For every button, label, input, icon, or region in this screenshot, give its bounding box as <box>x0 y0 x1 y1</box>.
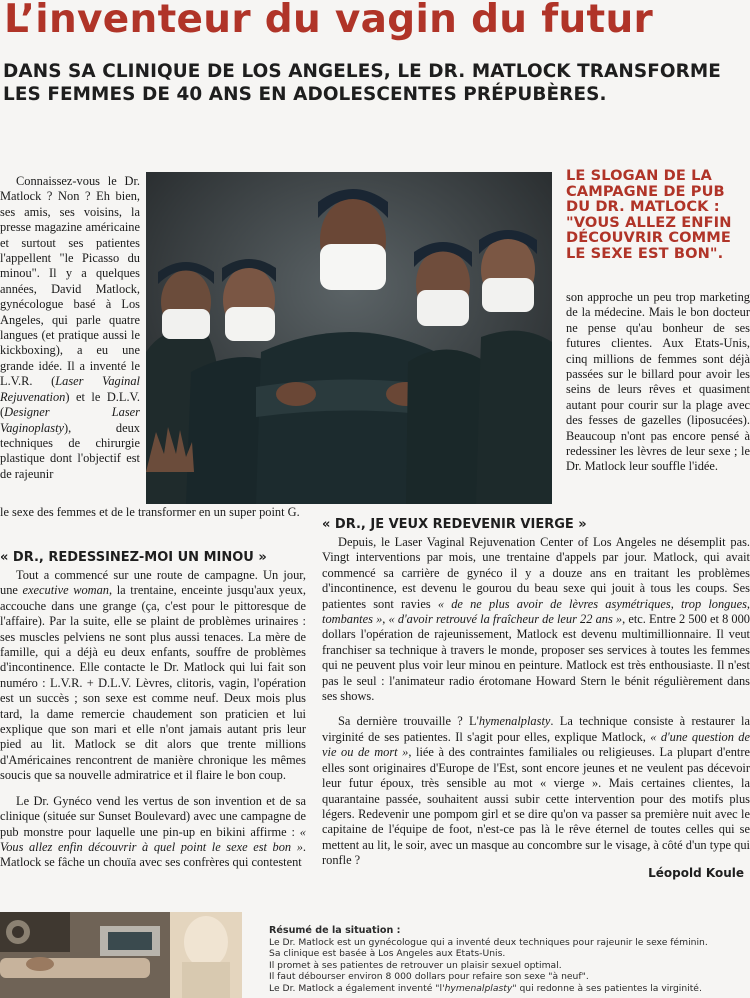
text-run-italic: « d'avoir retrouvé la fraîcheur de leur 22 ans » <box>388 612 623 627</box>
text-run: . Matlock se fâche un chouïa avec ses confrères qui contestent <box>0 839 306 870</box>
caption-line: DU DR. MATLOCK : <box>566 198 720 216</box>
text-run: Sa dernière trouvaille ? L' <box>338 714 479 729</box>
intro-column <box>0 174 140 482</box>
paragraph <box>322 714 750 868</box>
surgeons-illustration <box>146 172 552 504</box>
article-deck <box>3 60 747 106</box>
paragraph <box>322 535 750 704</box>
deck-line: DANS SA CLINIQUE DE LOS ANGELES, LE DR. MATLOCK TRANSFORME <box>3 61 721 82</box>
text-run: Le Dr. Matlock a également inventé "l' <box>269 982 445 994</box>
intro-text: ) et le D.L.V. ( <box>0 389 140 420</box>
text-run-italic: hymenalplasty <box>478 714 551 729</box>
text-run-italic: hymenalplasty <box>444 982 513 994</box>
text-run: Tout a commencé sur une route de campagne. Un jour, une <box>0 568 306 598</box>
text-run: " qui redonne à ses patientes la virginité. <box>512 982 702 994</box>
summary-line: Sa clinique est basée à Los Angeles aux Etats-Unis. <box>269 948 506 960</box>
text-run-italic: « d'une question de vie ou de mort » <box>322 729 750 760</box>
text-run-italic: « Vous allez enfin découvrir à quel point le sexe est bon » <box>0 824 306 854</box>
caption-line: LE SEXE EST BON". <box>566 244 724 262</box>
text-run: , <box>382 612 389 627</box>
intro-italic: Designer Laser Vaginoplasty <box>0 405 140 435</box>
summary-line: Le Dr. Matlock est un gynécologue qui a inventé deux techniques pour rajeunir le sexe féminin. <box>269 936 708 948</box>
text-run: , etc. Entre 2 500 et 8 000 dollars l'opération de rajeunissement, Matlock est devenu multimillionnaire. Il veut franchiser sa technique à travers le monde, proposer ses services à toutes les femmes qui ne peuvent plus voir leur minou en peinture. Matlock est très enthousiaste. Il n'est pas le seul : l'animateur radio érotomane Howard Stern le bénit régulièrement dans ses shows. <box>322 612 750 704</box>
deck-line: LES FEMMES DE 40 ANS EN ADOLESCENTES PRÉPUBÈRES. <box>3 84 607 105</box>
article-title: L’inventeur du vagin du futur <box>4 0 654 42</box>
surgeons-photo <box>146 172 552 504</box>
section1-column <box>0 568 306 871</box>
text-run-italic: executive woman <box>22 583 110 598</box>
author-signature: Léopold Koule <box>648 866 744 880</box>
text-run: , liée à des contraintes familiales ou religieuses. La plupart d'entre elles sont originaires d'Europe de l'Est, sont encore jeunes et ne veulent pas décevoir leur futur époux, très sensible au mot « vierge ». Mais certaines clientes, la quarantaine passée, souhaitent aussi subir cette intervention pour des motifs plus légers. Redevenir une pompom girl et se dire qu'on va passer sa première nuit avec le capitaine de l'équipe de foot, n'est-ce pas là le rêve éternel de toutes celles qui se mettent au lit, le soir, avec un masque au concombre sur le visage, à côté d'un type qui ronfle ? <box>322 745 750 868</box>
intro-text: Connaissez-vous le Dr. Matlock ? Non ? Eh bien, ses amis, ses voisins, la presse magazine américaine et surtout ses patientes l'appellent "le Picasso du minou". Il y a quelques années, David Matlock, gynécologue basé à Los Angeles, qui parle quatre langues (et pratique aussi le kickboxing), a eu une grande idée. Il a inventé le L.V.R. ( <box>0 174 140 389</box>
paragraph: son approche un peu trop marketing de la médecine. Mais le bon docteur ne pense qu'au bonheur de ses futures clientes. Aux Etats-Unis, cinq millions de femmes sont déjà passées sur le billard pour avoir les seins de leurs rêves et quasiment autant pour courir sur la plage avec des fesses de gazelles (liposucées). Beaucoup n'ont pas encore pensé à redessiner les lèvres de leur sexe ; le Dr. Matlock leur souffle l'idée. <box>566 290 750 474</box>
intro-italic: Laser Vaginal Rejuvenation <box>0 374 140 404</box>
intro-text: ), deux techniques de chirurgie plastique dont l'objectif est de rajeunir <box>0 420 140 481</box>
caption-line: LE SLOGAN DE LA <box>566 167 712 184</box>
text-run-italic: « de ne plus avoir de lèvres asymétriques, trop longues, tombantes » <box>322 596 750 627</box>
intro-continuation: le sexe des femmes et de le transformer en un super point G. <box>0 505 300 519</box>
caption-line: "VOUS ALLEZ ENFIN <box>566 213 732 231</box>
text-run: . La technique consiste à restaurer la virginité de ses patientes. Il s'agit pour elles, explique Matlock, <box>322 714 750 744</box>
summary-line <box>269 983 749 995</box>
summary-box <box>269 925 749 995</box>
summary-line: Il promet à ses patientes de retrouver un plaisir sexuel optimal. <box>269 959 562 971</box>
right-column-text <box>566 290 750 475</box>
photo-caption <box>566 168 750 262</box>
caption-line: DÉCOUVRIR COMME <box>566 229 731 247</box>
summary-line: Il faut débourser environ 8 000 dollars pour refaire son sexe "à neuf". <box>269 971 589 983</box>
text-run: , la trentaine, enceinte jusqu'aux yeux, accouche dans une grange (ça, c'est pour le pittoresque de l'affaire). Par la suite, elle se plaint de problèmes urinaires : ses muscles pelviens ne sont plus aussi tenaces. La mère de famille, qui a déjà eu deux enfants, souffre de problèmes d'incontinence. Elle contacte le Dr. Matlock qui lui fait son numéro : L.V.R. + D.L.V. Lèvres, clitoris, vagin, l'opération est un succès ; son sexe est comme neuf. Deux mois plus tard, la dame remercie chaudement son praticien et lui explique que son mari et elle n'ont jamais autant pris leur pied au lit. Matlock se dit alors que trente millions d'Américaines rencontrent de manière chronique les mêmes soucis que sa nouvelle admiratrice et il flaire le bon coup. <box>0 583 306 783</box>
caption-line: CAMPAGNE DE PUB <box>566 182 725 200</box>
paragraph <box>0 568 306 784</box>
intro-paragraph <box>0 174 140 482</box>
paragraph <box>0 794 306 871</box>
clinic-photo <box>0 912 242 998</box>
text-run: Depuis, le Laser Vaginal Rejuvenation Center of Los Angeles ne désemplit pas. Vingt interventions par mois, une trentaine d'appels par jour. Matlock, qui avait commencé sa carrière de gynéco il y a douze ans en traitant les problèmes d'incontinence, est devenu le gourou du beau sexe qui jouit à tous les coups. Ses patientes sont ravies <box>322 535 750 611</box>
clinic-illustration <box>0 912 242 998</box>
summary-title: Résumé de la situation : <box>269 925 401 936</box>
section-heading: « DR., JE VEUX REDEVENIR VIERGE » <box>322 517 587 532</box>
text-run: Le Dr. Gynéco vend les vertus de son invention et de sa clinique (située sur Sunset Boulevard) avec une campagne de pub monstre pour laquelle une pin-up en bikini affirme : <box>0 793 306 839</box>
section-heading: « DR., REDESSINEZ-MOI UN MINOU » <box>0 550 267 565</box>
section2-column <box>322 535 750 869</box>
